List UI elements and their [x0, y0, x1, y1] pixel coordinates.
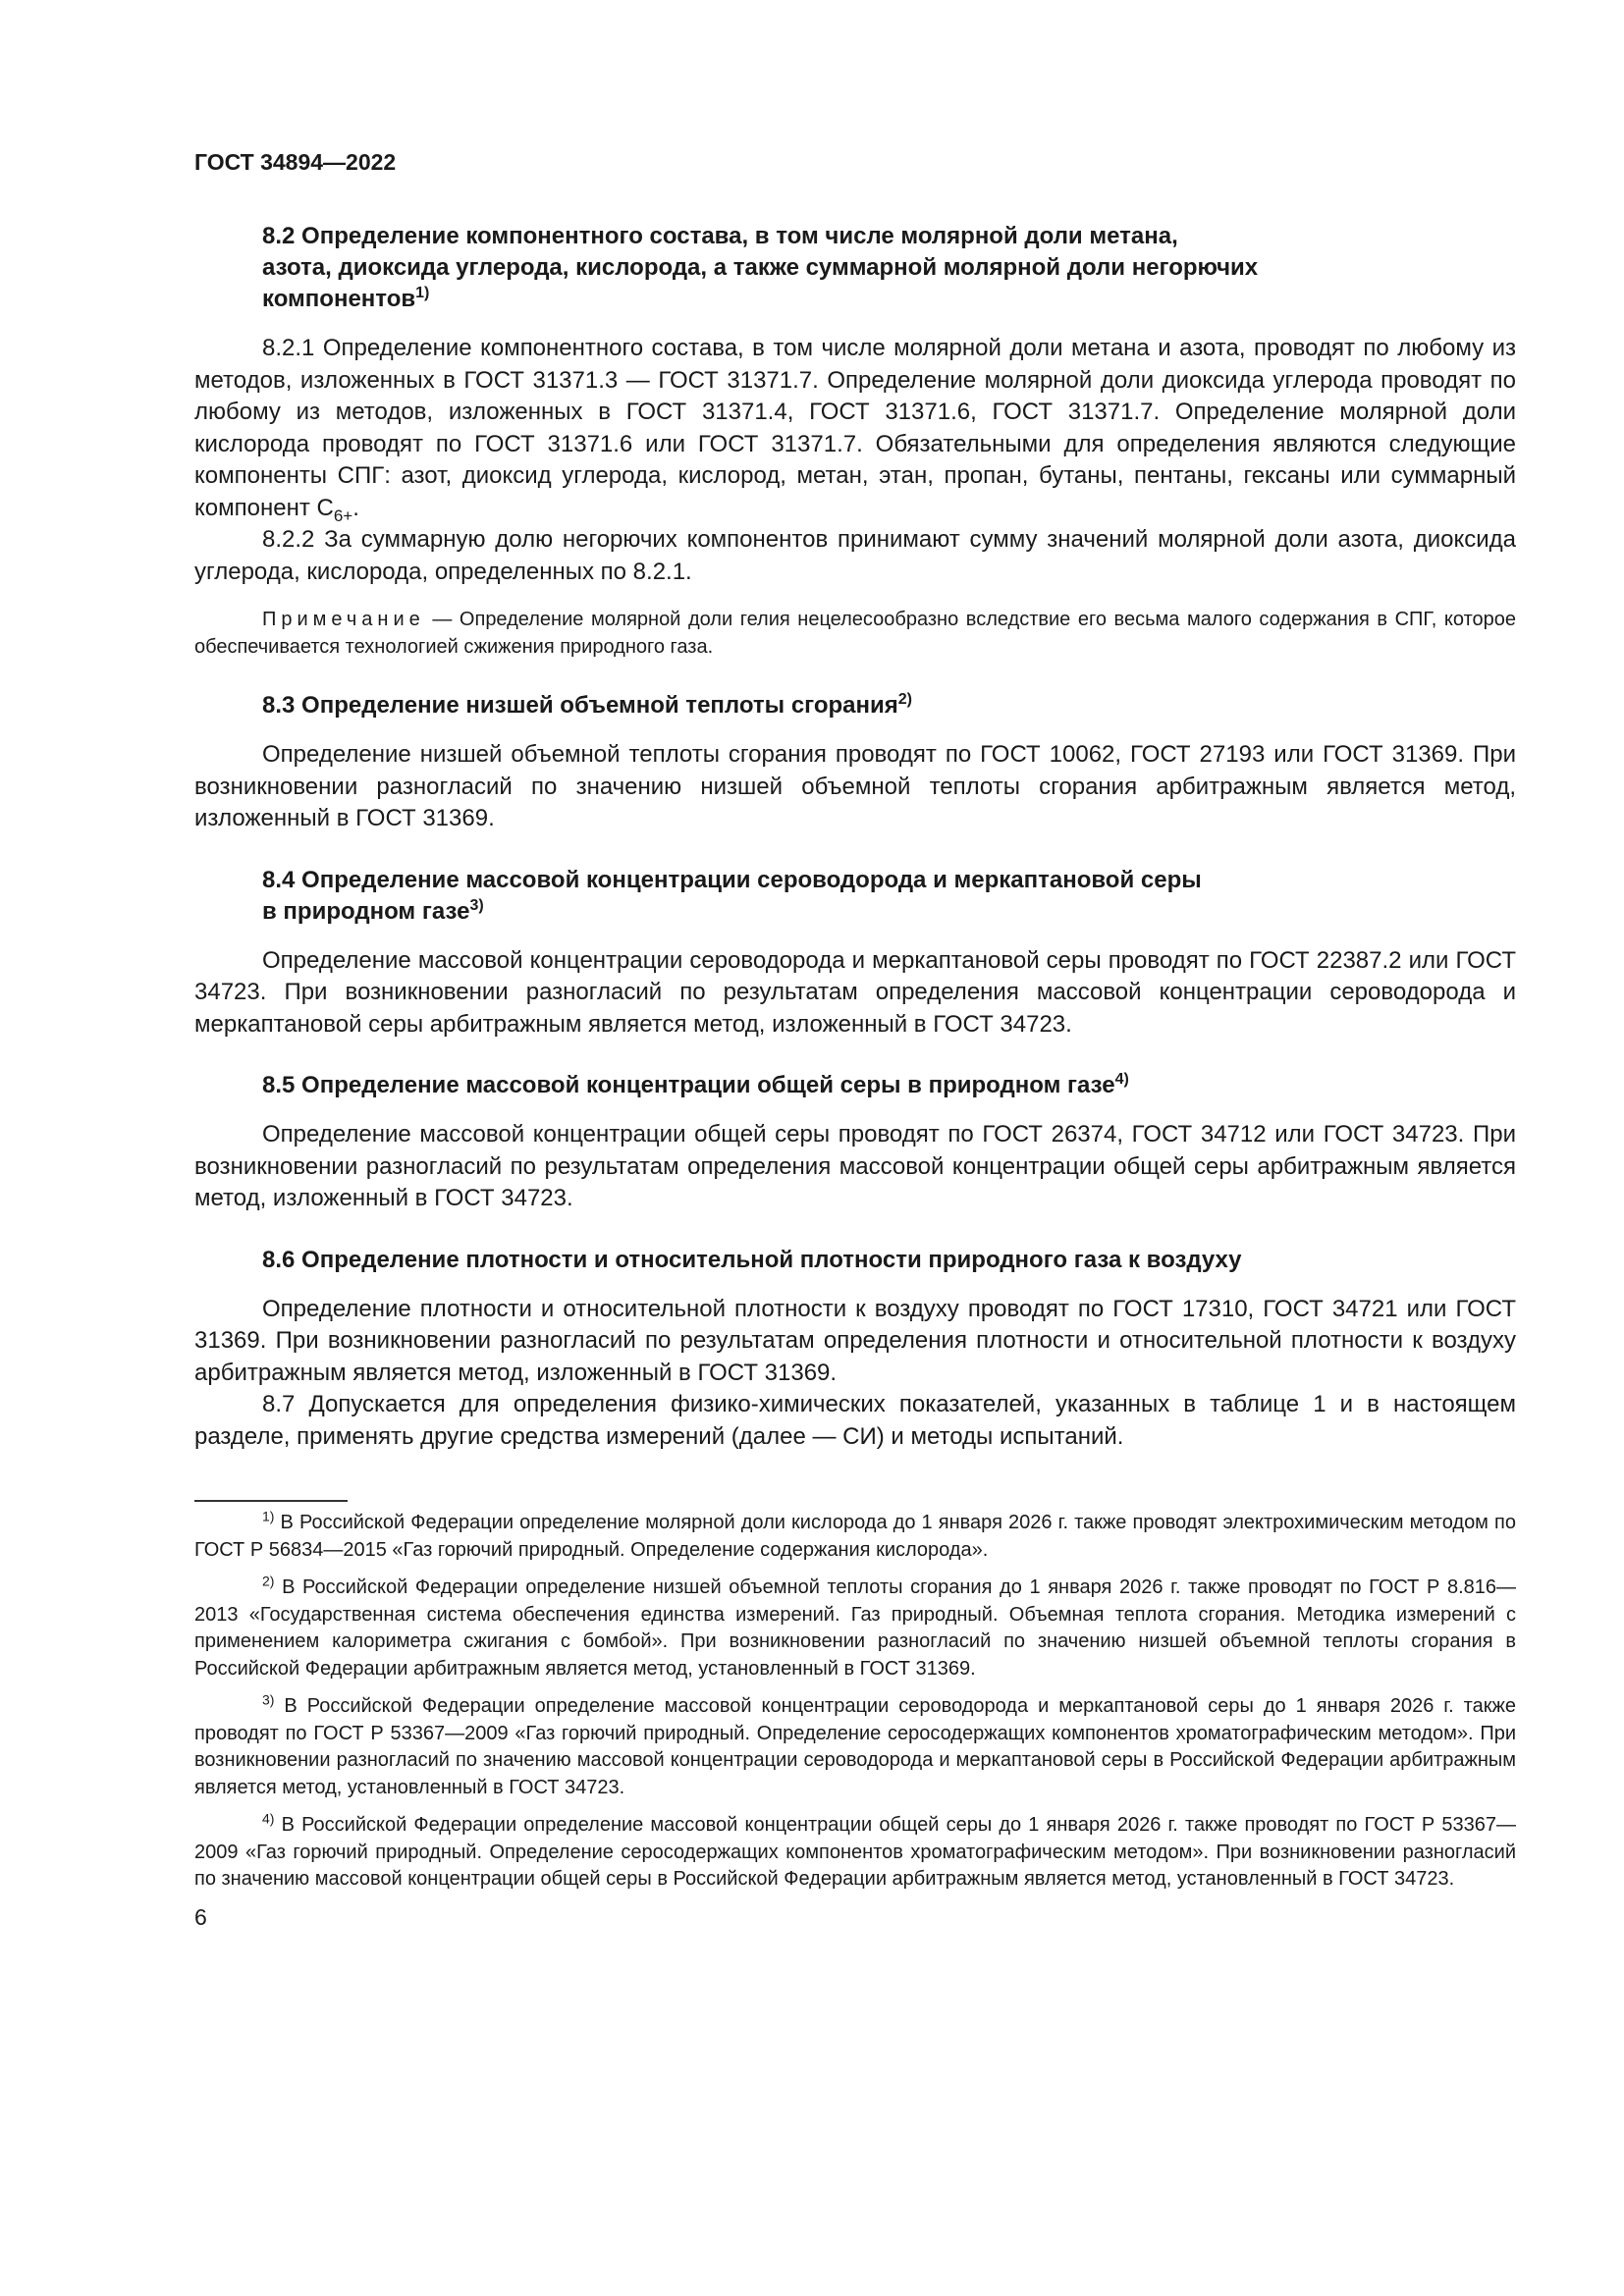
paragraph-8-7: 8.7 Допускается для определения физико-химических показателей, указанных в таблице 1 и в настоящем разделе, применять другие средства измерений (далее — СИ) и методы испытаний.: [194, 1391, 1516, 1450]
section-8-3-title-text: 8.3 Определение низшей объемной теплоты сгорания: [262, 692, 898, 719]
footnote-ref-3: 3): [469, 896, 484, 914]
footnote-text: В Российской Федерации определение низшей объемной теплоты сгорания до 1 января 2026 г. также проводят по ГОСТ Р 8.816—2013 «Государственная система обеспечения единства измерений. Газ природный. Объемная теплота сгорания. Методика измерений с применением калориметра сжигания с бомбой». При возникновении разногласий по значению низшей объемной теплоты сгорания в Российской Федерации арбитражным является метод, установленный в ГОСТ 31369.: [194, 1576, 1516, 1680]
section-8-5-title-text: 8.5 Определение массовой концентрации общей серы в природном газе: [262, 1072, 1115, 1098]
paragraph-8-2-1-text: 8.2.1 Определение компонентного состава, в том числе молярной доли метана и азота, проводят по любому из методов, изложенных в ГОСТ 31371.3 — ГОСТ 31371.7. Определение молярной доли диоксида углерода проводят по любому из методов, изложенных в ГОСТ 31371.4, ГОСТ 31371.6, ГОСТ 31371.7. Определение молярной доли кислорода проводят по ГОСТ 31371.6 или ГОСТ 31371.7. Обязательными для определения являются следующие компоненты СПГ: азот, диоксид углерода, кислород, метан, этан, пропан, бутаны, пентаны, гексаны или суммарный компонент С: [194, 335, 1516, 521]
footnote-marker: 4): [262, 1810, 275, 1827]
section-8-6-title: 8.6 Определение плотности и относительной плотности природного газа к воздуху: [262, 1246, 1242, 1273]
footnote-text: В Российской Федерации определение массовой концентрации сероводорода и меркаптановой серы до 1 января 2026 г. также проводят по ГОСТ Р 53367—2009 «Газ горючий природный. Определение серосодержащих компонентов хроматографическим методом». При возникновении разногласий по значению массовой концентрации сероводорода и меркаптановой серы в Российской Федерации арбитражным является метод, установленный в ГОСТ 34723.: [194, 1695, 1516, 1798]
section-8-2-title-line2: азота, диоксида углерода, кислорода, а также суммарной молярной доли негорючих: [262, 254, 1259, 281]
footnote-ref-4: 4): [1114, 1071, 1129, 1088]
footnote-ref-1: 1): [415, 285, 430, 301]
paragraph-8-2-2: 8.2.2 За суммарную долю негорючих компонентов принимают сумму значений молярной доли азота, диоксида углерода, кислорода, определенных по 8.2.1.: [194, 526, 1516, 585]
document-header: ГОСТ 34894—2022: [194, 149, 397, 175]
footnote-marker: 2): [262, 1573, 275, 1589]
page-number: 6: [194, 1903, 207, 1930]
paragraph-8-6: Определение плотности и относительной плотности к воздуху проводят по ГОСТ 17310, ГОСТ 34721 или ГОСТ 31369. При возникновении разногласий по результатам определения плотности и относительной плотности к воздуху арбитражным является метод, изложенный в ГОСТ 31369.: [194, 1295, 1516, 1386]
footnote-2: [194, 1575, 1516, 1682]
footnote-text: В Российской Федерации определение молярной доли кислорода до 1 января 2026 г. также проводят электрохимическим методом по ГОСТ Р 56834—2015 «Газ горючий природный. Определение содержания кислорода».: [194, 1512, 1516, 1561]
footnote-4: [194, 1812, 1516, 1894]
footnote-ref-2: 2): [897, 691, 912, 708]
footnote-marker: 3): [262, 1691, 275, 1708]
paragraph-8-3: Определение низшей объемной теплоты сгорания проводят по ГОСТ 10062, ГОСТ 27193 или ГОСТ 31369. При возникновении разногласий по значению низшей объемной теплоты сгорания арбитражным является метод, изложенный в ГОСТ 31369.: [194, 741, 1516, 831]
paragraph-8-4: Определение массовой концентрации сероводорода и меркаптановой серы проводят по ГОСТ 22387.2 или ГОСТ 34723. При возникновении разногласий по результатам определения массовой концентрации сероводорода и меркаптановой серы арбитражным является метод, изложенный в ГОСТ 34723.: [194, 946, 1516, 1038]
note: [194, 606, 1516, 661]
footnote-1: [194, 1510, 1516, 1564]
footnote-3: [194, 1693, 1516, 1801]
section-8-4-title-line1: 8.4 Определение массовой концентрации сероводорода и меркаптановой серы: [262, 866, 1202, 893]
paragraph-8-5: Определение массовой концентрации общей серы проводят по ГОСТ 26374, ГОСТ 34712 или ГОСТ 34723. При возникновении разногласий по результатам определения массовой концентрации общей серы арбитражным является метод, изложенный в ГОСТ 34723.: [194, 1121, 1516, 1211]
note-text: — Определение молярной доли гелия нецелесообразно вследствие его весьма малого содержания в СПГ, которое обеспечивается технологией сжижения природного газа.: [194, 609, 1516, 658]
section-8-4-title-line2: в природном газе: [262, 897, 470, 925]
footnote-separator: [194, 1500, 348, 1502]
paragraph-8-2-1-end: .: [352, 494, 359, 521]
section-8-2-title: [262, 221, 1516, 315]
paragraph-8-2-1: [194, 333, 1516, 524]
note-label: Примечание: [262, 609, 425, 630]
section-8-2-title-line3: компонентов: [262, 286, 416, 312]
footnote-text: В Российской Федерации определение массовой концентрации общей серы до 1 января 2026 г. также проводят по ГОСТ Р 53367—2009 «Газ горючий природный. Определение серосодержащих компонентов хроматографическим методом». При возникновении разногласий по значению массовой концентрации общей серы в Российской Федерации арбитражным является метод, установленный в ГОСТ 34723.: [194, 1814, 1516, 1890]
section-8-3-title: [262, 690, 1516, 721]
c6-subscript: 6+: [333, 506, 353, 525]
footnote-marker: 1): [262, 1508, 275, 1524]
section-8-5-title: [262, 1070, 1516, 1101]
section-8-4-title: [262, 865, 1516, 928]
section-8-2-title-line1: 8.2 Определение компонентного состава, в том числе молярной доли метана,: [262, 223, 1178, 249]
